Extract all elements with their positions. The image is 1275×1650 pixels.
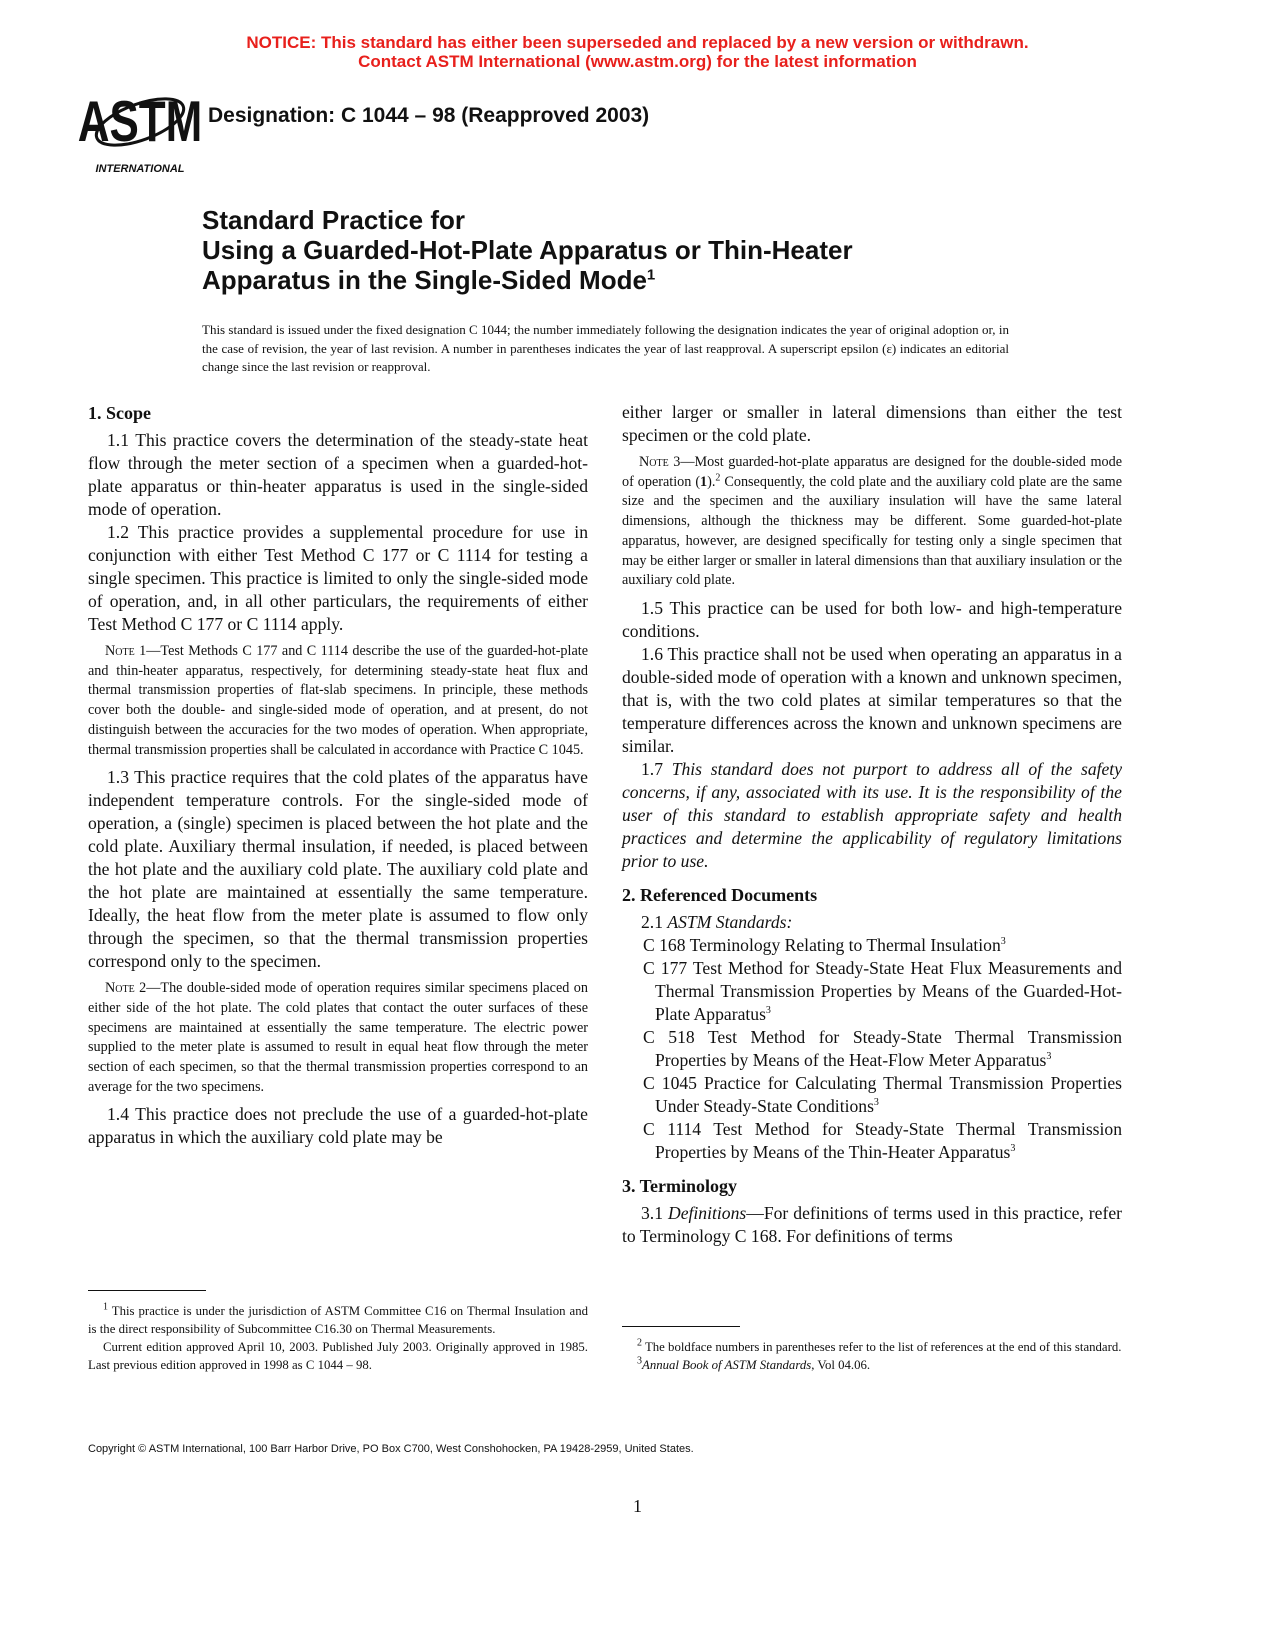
footnote-ref: 1 [646, 266, 656, 284]
footnote-ref: 3 [1000, 936, 1006, 948]
footnote-text: , Vol 04.06. [811, 1358, 871, 1372]
left-column [88, 401, 588, 1149]
footnote-text: This practice is under the jurisdiction of ASTM Committee C16 on Thermal Insulation and is the direct responsibility of Subcommittee C16.30 on Thermal Measurements. [88, 1304, 588, 1336]
reference-text: C 1114 Test Method for Steady-State Thermal Transmission Properties by Means of the Thin-Heater Apparatus [643, 1118, 1122, 1162]
paragraph-1-4: 1.4 This practice does not preclude the use of a guarded-hot-plate apparatus in which the auxiliary cold plate may be [88, 1104, 588, 1148]
reference-c1114 [622, 1118, 1122, 1164]
issuance-statement: This standard is issued under the fixed designation C 1044; the number immediately following the designation indicates the year of original adoption or, in the case of revision, the year of last revision. A number in parentheses indicates the year of last reapproval. A superscript epsilon (ε) indicates an editorial change since the last revision or reapproval. [202, 322, 1009, 374]
section-heading-scope: 1. Scope [88, 403, 151, 423]
reference-text: C 518 Test Method for Steady-State Thermal Transmission Properties by Means of the Heat-Flow Meter Apparatus [643, 1026, 1122, 1070]
notice-banner [0, 33, 1275, 71]
footnote-1-edition: Current edition approved April 10, 2003. Published July 2003. Originally approved in 1985. Last previous edition approved in 1998 as C 1044 – 98. [88, 1340, 588, 1372]
reference-text: C 1045 Practice for Calculating Thermal Transmission Properties Under Steady-State Conditions [643, 1072, 1122, 1116]
title-line-1: Standard Practice for [202, 205, 465, 235]
note-label: Note 3 [639, 454, 681, 470]
note-text: Consequently, the cold plate and the auxiliary cold plate are the same size and the specimen and the auxiliary insulation will have the same lateral dimensions, although the thickness may be different. Some guarded-hot-plate apparatus, however, are designed specifically for testing only a single specimen that may be either larger or smaller in lateral dimensions than that auxiliary insulation or the auxiliary cold plate. [622, 473, 1122, 589]
footnote-2 [622, 1338, 1122, 1356]
footnote-ref: 3 [1010, 1143, 1016, 1155]
footnote-marker: 3 [637, 1355, 642, 1367]
paragraph-1-6: 1.6 This practice shall not be used when operating an apparatus in a double-sided mode of operation with a known and unknown specimen, that is, with the two cold plates at similar temperatures so that the temperature differences across the known and unknown specimens are similar. [622, 643, 1122, 756]
reference-c1045 [622, 1072, 1122, 1118]
footnotes-left [88, 1302, 588, 1374]
paragraph-1-3: 1.3 This practice requires that the cold plates of the apparatus have independent temperature controls. For the single-sided mode of operation, a (single) specimen is placed between the hot plate and the cold plate. Auxiliary thermal insulation, if needed, is placed between the hot plate and the auxiliary cold plate. The auxiliary cold plate and the hot plate are maintained at essentially the same temperature. Ideally, the heat flow from the meter plate is assumed to flow only through the specimen, so that the thermal transmission properties correspond only to the specimen. [88, 767, 588, 972]
note-label: Note 2 [105, 980, 147, 997]
reference-number: 1 [700, 473, 708, 490]
footnote-1 [88, 1302, 588, 1338]
paragraph-1-1: 1.1 This practice covers the determination of the steady-state heat flow through the meter section of a specimen when a guarded-hot-plate apparatus or thin-heater apparatus is used in the single-sided mode of operation. [88, 430, 588, 519]
astm-logo [77, 84, 203, 176]
paragraph-text: This standard does not purport to address all of the safety concerns, if any, associated with its use. It is the responsibility of the user of this standard to establish appropriate safety and health practices and determine the applicability of regulatory limitations prior to use. [622, 758, 1123, 871]
title-line-3 [202, 265, 853, 295]
paragraph-1-7 [622, 758, 1122, 873]
paragraph-2-1 [622, 911, 1122, 934]
note-label: Note 1 [105, 643, 147, 659]
notice-line-2: Contact ASTM International (www.astm.org) for the latest information [358, 52, 917, 71]
footnote-ref: 3 [765, 1005, 771, 1017]
footnote-divider [88, 1290, 206, 1291]
paragraph-1-2: 1.2 This practice provides a supplemental procedure for use in conjunction with either Test Method C 177 or C 1114 for testing a single specimen. This practice is limited to only the single-sided mode of operation, and, in all other particulars, the requirements of either Test Method C 177 or C 1114 apply. [88, 522, 588, 634]
paragraph-text: ASTM Standards: [667, 911, 793, 932]
note-text: —Test Methods C 177 and C 1114 describe the use of the guarded-hot-plate and thin-heater apparatus, respectively, for determining steady-state heat flux and thermal transmission properties of flat-slab specimens. In principle, these methods cover both the double- and single-sided mode of operation, and at present, do not distinguish between the accuracies for the two modes of operation. When appropriate, thermal transmission properties shall be calculated in accordance with Practice C 1045. [88, 643, 589, 758]
page-number: 1 [633, 1496, 642, 1516]
svg-text:ASTM: ASTM [77, 89, 203, 154]
reference-text: C 177 Test Method for Steady-State Heat Flux Measurements and Thermal Transmission Properties by Means of the Guarded-Hot-Plate Apparatus [643, 957, 1122, 1024]
paragraph-1-4-continued: either larger or smaller in lateral dimensions than either the test specimen or the cold plate. [622, 402, 1122, 445]
footnote-marker: 2 [637, 1337, 642, 1349]
notice-line-1: NOTICE: This standard has either been superseded and replaced by a new version or withdrawn. [246, 33, 1029, 52]
note-text: —The double-sided mode of operation requires similar specimens placed on either side of the hot plate. The cold plates that contact the outer surfaces of these specimens are maintained at essentially the same temperature. The electric power supplied to the meter plate is assumed to result in equal heat flow through the meter section of each specimen, so that the thermal transmission properties correspond to an average for the two specimens. [88, 980, 588, 1095]
document-title [202, 205, 853, 295]
reference-text: C 168 Terminology Relating to Thermal Insulation [643, 934, 1001, 955]
note-text: ). [707, 473, 716, 490]
footnote-text: The boldface numbers in parentheses refer to the list of references at the end of this standard. [642, 1340, 1122, 1354]
designation: Designation: C 1044 – 98 (Reapproved 2003) [208, 104, 650, 127]
title-line-3-text: Apparatus in the Single-Sided Mode [202, 265, 647, 295]
svg-text:INTERNATIONAL: INTERNATIONAL [95, 163, 185, 175]
paragraph-number: 2.1 [641, 911, 668, 932]
footnote-ref: 3 [873, 1097, 879, 1109]
note-3 [622, 453, 1122, 591]
right-column [622, 401, 1122, 1248]
title-line-2: Using a Guarded-Hot-Plate Apparatus or Thin-Heater [202, 235, 853, 265]
footnote-divider [622, 1326, 740, 1327]
paragraph-lead: Definitions [668, 1202, 747, 1223]
paragraph-text: —For definitions of terms used in this practice, refer to Terminology C 168. For definitions of terms [622, 1202, 1122, 1246]
paragraph-3-1 [622, 1202, 1122, 1248]
footnote-marker: 1 [103, 1301, 108, 1313]
note-text: —Most guarded-hot-plate apparatus are designed for the double-sided mode of operation ( [622, 454, 1122, 490]
footnote-title: Annual Book of ASTM Standards [642, 1358, 812, 1372]
section-heading-terminology: 3. Terminology [622, 1175, 738, 1196]
footnotes-right [622, 1338, 1122, 1374]
footnote-3 [622, 1356, 1122, 1374]
section-heading-referenced-documents: 2. Referenced Documents [622, 884, 818, 905]
paragraph-number: 3.1 [641, 1202, 669, 1223]
paragraph-1-5: 1.5 This practice can be used for both low- and high-temperature conditions. [622, 597, 1122, 641]
paragraph-number: 1.7 [641, 758, 672, 779]
footnote-ref: 3 [1046, 1051, 1052, 1063]
note-1 [88, 642, 588, 760]
footnote-ref: 2 [715, 471, 721, 483]
note-2 [88, 979, 588, 1097]
reference-c518 [622, 1026, 1122, 1072]
copyright-notice: Copyright © ASTM International, 100 Barr Harbor Drive, PO Box C700, West Conshohocken, PA 19428-2959, United States. [88, 1443, 694, 1455]
reference-c168 [622, 934, 1122, 957]
reference-c177 [622, 957, 1122, 1026]
